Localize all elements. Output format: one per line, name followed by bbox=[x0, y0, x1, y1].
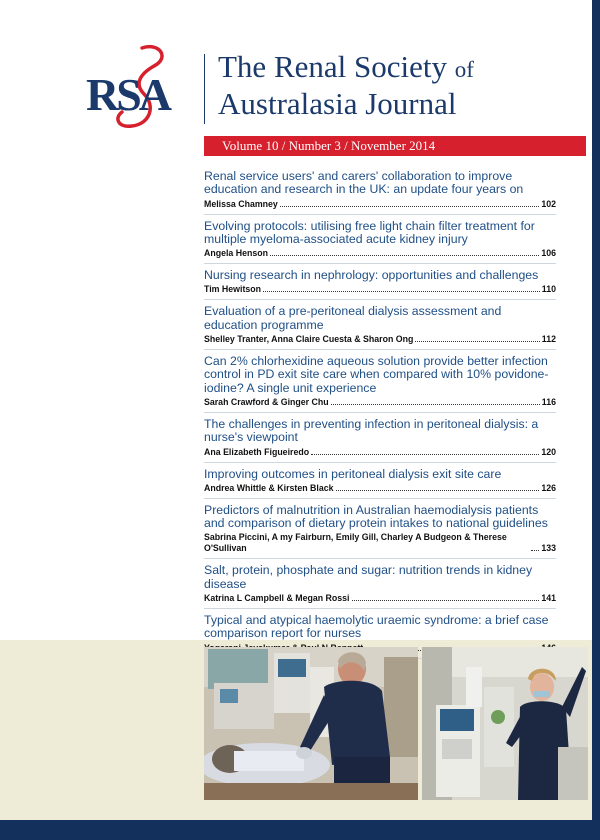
footer-bar bbox=[0, 820, 600, 840]
leader-dots bbox=[352, 600, 540, 601]
leader-dots bbox=[531, 550, 539, 551]
article-authors: Tim Hewitson bbox=[204, 284, 262, 295]
page-number: 120 bbox=[541, 446, 556, 457]
toc-entry[interactable] bbox=[204, 220, 556, 265]
article-title[interactable]: Nursing research in nephrology: opportunities and challenges bbox=[204, 268, 539, 283]
toc-entry[interactable] bbox=[204, 170, 556, 215]
toc-entry[interactable] bbox=[204, 418, 556, 463]
toc-entry[interactable] bbox=[204, 269, 556, 300]
dialysis-machine-nurse-photo bbox=[422, 647, 588, 800]
page-number: 116 bbox=[541, 396, 556, 407]
page-number: 133 bbox=[541, 543, 556, 554]
article-title[interactable]: Predictors of malnutrition in Australian haemodialysis patients and comparison of dietary protein intakes to national guidelines bbox=[204, 502, 548, 531]
leader-dots bbox=[280, 206, 539, 207]
page-number: 102 bbox=[541, 198, 556, 209]
title-the: The bbox=[218, 49, 267, 84]
page-number: 106 bbox=[541, 248, 556, 259]
issue-bar: Volume 10 / Number 3 / November 2014 bbox=[204, 136, 586, 156]
page-number: 141 bbox=[541, 593, 556, 604]
page-number: 112 bbox=[541, 334, 556, 345]
article-authors: Melissa Chamney bbox=[204, 198, 278, 209]
article-title[interactable]: Improving outcomes in peritoneal dialysis exit site care bbox=[204, 466, 502, 481]
leader-dots bbox=[415, 341, 539, 342]
logo-text: RSA bbox=[86, 69, 170, 120]
article-authors: Angela Henson bbox=[204, 248, 269, 259]
header-divider bbox=[204, 54, 205, 124]
article-authors: Ana Elizabeth Figueiredo bbox=[204, 446, 310, 457]
article-authors: Shelley Tranter, Anna Claire Cuesta & Sharon Ong bbox=[204, 334, 414, 345]
toc-entry[interactable] bbox=[204, 355, 556, 413]
article-title[interactable]: Salt, protein, phosphate and sugar: nutrition trends in kidney disease bbox=[204, 563, 533, 591]
table-of-contents bbox=[204, 170, 556, 664]
toc-entry[interactable] bbox=[204, 564, 556, 609]
toc-entry[interactable] bbox=[204, 504, 556, 560]
article-authors: Katrina L Campbell & Megan Rossi bbox=[204, 593, 350, 604]
dialysis-ward-photo bbox=[204, 647, 418, 800]
leader-dots bbox=[311, 454, 539, 455]
title-line-2: Australasia Journal bbox=[218, 86, 457, 121]
article-title[interactable]: Evolving protocols: utilising free light chain filter treatment for multiple myeloma-associated acute kidney injury bbox=[204, 218, 535, 246]
article-title[interactable]: Typical and atypical haemolytic uraemic syndrome: a brief case comparison report for nurses bbox=[204, 613, 549, 641]
article-authors: Sabrina Piccini, A my Fairburn, Emily Gill, Charley A Budgeon & Therese O'Sullivan bbox=[204, 532, 507, 554]
leader-dots bbox=[331, 404, 540, 405]
leader-dots bbox=[336, 490, 540, 491]
rsa-logo bbox=[84, 44, 196, 130]
article-authors: Andrea Whittle & Kirsten Black bbox=[204, 482, 334, 493]
article-title[interactable]: Renal service users' and carers' collaboration to improve education and research in the UK: an update four years on bbox=[204, 169, 524, 197]
article-authors: Sarah Crawford & Ginger Chu bbox=[204, 396, 329, 407]
leader-dots bbox=[263, 291, 540, 292]
leader-dots bbox=[270, 255, 539, 256]
article-title[interactable]: The challenges in preventing infection in peritoneal dialysis: a nurse's viewpoint bbox=[204, 416, 539, 445]
article-title[interactable]: Can 2% chlorhexidine aqueous solution provide better infection control in PD exit site care when compared with 10% povidone-iodine? A single unit experience bbox=[204, 354, 549, 395]
journal-title bbox=[218, 50, 548, 121]
title-of: of bbox=[454, 57, 474, 82]
article-title[interactable]: Evaluation of a pre-peritoneal dialysis assessment and education programme bbox=[204, 304, 502, 332]
page-number: 126 bbox=[541, 482, 556, 493]
right-edge-stripe bbox=[592, 0, 600, 840]
toc-entry[interactable] bbox=[204, 305, 556, 350]
page-number: 110 bbox=[541, 284, 556, 295]
toc-entry[interactable] bbox=[204, 468, 556, 499]
title-renal-society: Renal Society bbox=[273, 49, 447, 84]
